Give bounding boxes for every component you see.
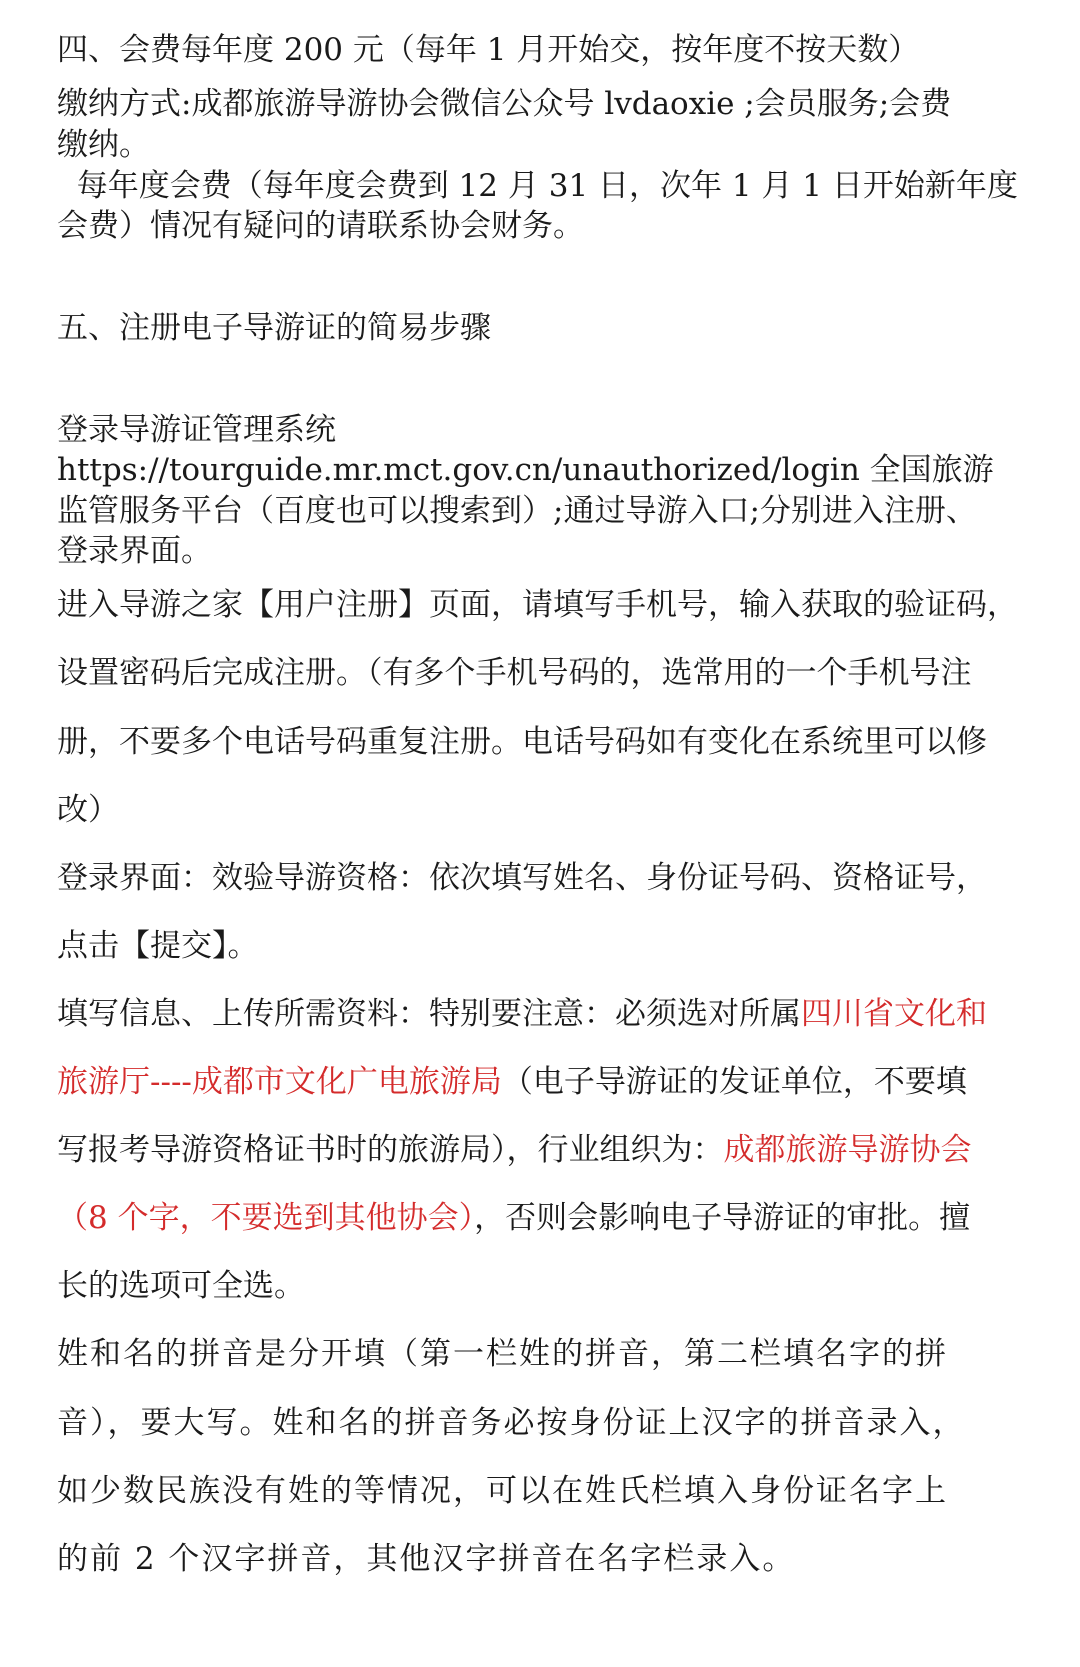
register-line-2: 设置密码后完成注册。（有多个手机号码的，选常用的一个手机号注 [57, 655, 972, 691]
info-line-2-text: （电子导游证的发证单位，不要填 [501, 1064, 967, 1100]
pinyin-line-3: 如少数民族没有姓的等情况，可以在姓氏栏填入身份证名字上 [57, 1473, 948, 1509]
info-line-1-text: 填写信息、上传所需资料：特别要注意：必须选对所属 [57, 996, 801, 1032]
section4-heading: 四、会费每年度 200 元（每年 1 月开始交，按年度不按天数） [57, 32, 920, 68]
info-line-1-highlight: 四川省文化和 [801, 996, 987, 1032]
register-line-4: 改） [57, 792, 119, 828]
info-line-4 [57, 1198, 1023, 1238]
section5-heading: 五、注册电子导游证的简易步骤 [57, 310, 491, 346]
info-line-2-highlight: 旅游厅----成都市文化广电旅游局 [57, 1064, 502, 1100]
login-url[interactable]: https://tourguide.mr.mct.gov.cn/unauthorized/login [57, 452, 860, 488]
info-line-3-highlight: 成都旅游导游协会 [723, 1132, 972, 1168]
info-line-4-text: ，否则会影响电子导游证的审批。擅 [474, 1200, 971, 1236]
payment-method-line-1: 缴纳方式:成都旅游导游协会微信公众号 lvdaoxie ;会员服务;会费 [57, 86, 952, 122]
login-line-3: 监管服务平台（百度也可以搜索到）;通过导游入口;分别进入注册、 [57, 493, 977, 529]
info-line-3-text: 写报考导游资格证书时的旅游局），行业组织为： [57, 1132, 724, 1168]
info-line-3 [57, 1130, 1023, 1170]
pinyin-line-1: 姓和名的拼音是分开填（第一栏姓的拼音，第二栏填名字的拼 [57, 1336, 948, 1372]
info-line-5: 长的选项可全选。 [57, 1268, 305, 1304]
login-line-4: 登录界面。 [57, 533, 212, 569]
pinyin-line-2: 音），要大写。姓和名的拼音务必按身份证上汉字的拼音录入， [57, 1405, 966, 1441]
verify-line-1: 登录界面：效验导游资格：依次填写姓名、身份证号码、资格证号， [57, 860, 987, 896]
login-url-suffix: 全国旅游 [859, 452, 994, 488]
login-url-line [57, 450, 1023, 490]
register-line-3: 册，不要多个电话号码重复注册。电话号码如有变化在系统里可以修 [57, 724, 987, 760]
payment-method-line-2: 缴纳。 [57, 127, 150, 163]
info-line-1 [57, 994, 1023, 1034]
verify-line-2: 点击【提交】。 [57, 928, 259, 964]
login-line-1: 登录导游证管理系统 [57, 412, 336, 448]
fee-note-line-1: 每年度会费（每年度会费到 12 月 31 日，次年 1 月 1 日开始新年度 [57, 168, 1018, 204]
pinyin-line-4: 的前 2 个汉字拼音，其他汉字拼音在名字栏录入。 [57, 1541, 796, 1577]
fee-note-line-2: 会费）情况有疑问的请联系协会财务。 [57, 208, 584, 244]
info-line-4-highlight: （8 个字，不要选到其他协会） [57, 1200, 475, 1236]
info-line-2 [57, 1062, 1023, 1102]
register-line-1: 进入导游之家【用户注册】页面，请填写手机号，输入获取的验证码， [57, 587, 1018, 623]
